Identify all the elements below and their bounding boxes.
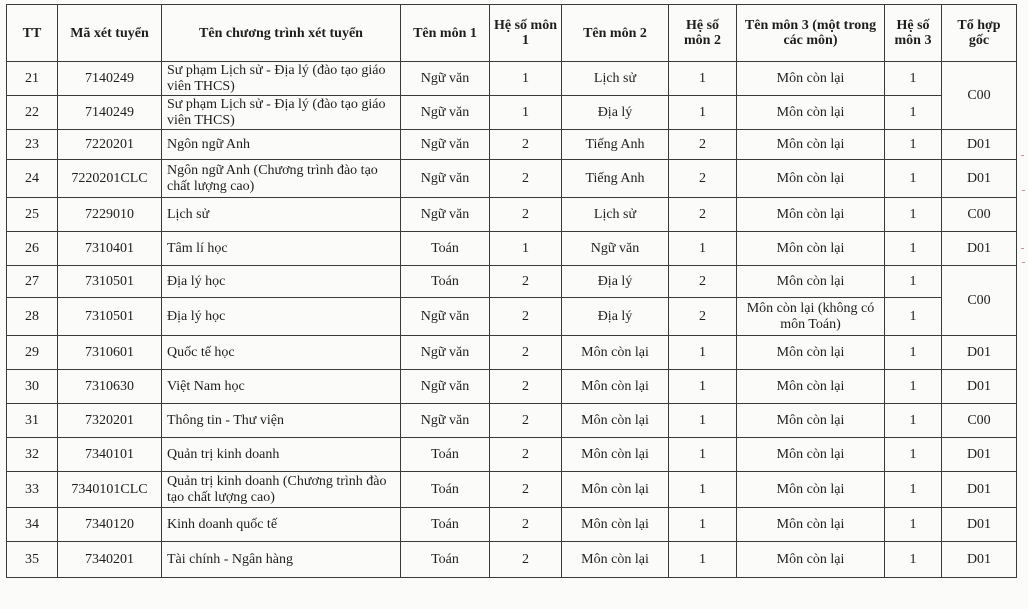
- cell-subject-3: Môn còn lại: [737, 404, 885, 438]
- cell-tt: 24: [7, 160, 58, 198]
- cell-subject-3: Môn còn lại: [737, 336, 885, 370]
- cell-subject-1: Toán: [401, 508, 490, 542]
- cell-subject-1: Ngữ văn: [401, 160, 490, 198]
- cell-subject-3: Môn còn lại: [737, 508, 885, 542]
- cell-combination: C00: [942, 62, 1017, 130]
- cell-tt: 27: [7, 266, 58, 298]
- table-body: [7, 62, 1017, 578]
- cell-coef-3: 1: [885, 508, 942, 542]
- table-row: [7, 298, 1017, 336]
- cell-code: 7320201: [58, 404, 162, 438]
- cell-subject-2: Môn còn lại: [562, 404, 669, 438]
- cell-coef-1: 2: [490, 298, 562, 336]
- cell-code: 7310401: [58, 232, 162, 266]
- cell-code: 7340101CLC: [58, 472, 162, 508]
- cell-subject-3: Môn còn lại: [737, 96, 885, 130]
- cell-program: Lịch sử: [162, 198, 401, 232]
- cell-subject-2: Môn còn lại: [562, 370, 669, 404]
- header-subject-2: Tên môn 2: [562, 5, 669, 62]
- cell-program: Ngôn ngữ Anh: [162, 130, 401, 160]
- cell-code: 7220201CLC: [58, 160, 162, 198]
- cell-coef-3: 1: [885, 232, 942, 266]
- cell-coef-2: 1: [669, 336, 737, 370]
- cell-coef-1: 1: [490, 232, 562, 266]
- cell-code: 7310601: [58, 336, 162, 370]
- cell-tt: 28: [7, 298, 58, 336]
- cell-coef-3: 1: [885, 472, 942, 508]
- cell-coef-2: 2: [669, 160, 737, 198]
- cell-program: Việt Nam học: [162, 370, 401, 404]
- cell-coef-3: 1: [885, 542, 942, 578]
- cell-subject-3: Môn còn lại: [737, 198, 885, 232]
- cell-coef-1: 2: [490, 404, 562, 438]
- cell-subject-3: Môn còn lại: [737, 130, 885, 160]
- cell-tt: 25: [7, 198, 58, 232]
- cell-coef-2: 1: [669, 96, 737, 130]
- cell-coef-3: 1: [885, 130, 942, 160]
- table-row: [7, 62, 1017, 96]
- cell-subject-1: Ngữ văn: [401, 198, 490, 232]
- cell-subject-2: Tiếng Anh: [562, 130, 669, 160]
- cell-code: 7340120: [58, 508, 162, 542]
- table-row: [7, 130, 1017, 160]
- cell-coef-1: 1: [490, 96, 562, 130]
- table-header: [7, 5, 1017, 62]
- cell-coef-1: 2: [490, 542, 562, 578]
- header-subject-3: Tên môn 3 (một trong các môn): [737, 5, 885, 62]
- cell-coef-1: 2: [490, 336, 562, 370]
- cell-coef-2: 1: [669, 438, 737, 472]
- cell-subject-1: Toán: [401, 438, 490, 472]
- scan-mark: [1021, 155, 1024, 156]
- cell-combination: D01: [942, 232, 1017, 266]
- cell-subject-2: Môn còn lại: [562, 472, 669, 508]
- cell-combination: C00: [942, 266, 1017, 336]
- cell-program: Quản trị kinh doanh (Chương trình đào tạo chất lượng cao): [162, 472, 401, 508]
- cell-combination: D01: [942, 336, 1017, 370]
- table-row: [7, 96, 1017, 130]
- scan-mark: [1022, 190, 1025, 191]
- cell-coef-1: 2: [490, 438, 562, 472]
- cell-subject-1: Toán: [401, 472, 490, 508]
- scan-mark: [1021, 248, 1024, 249]
- admissions-table: [6, 4, 1017, 578]
- cell-combination: D01: [942, 472, 1017, 508]
- table-row: [7, 160, 1017, 198]
- cell-coef-1: 2: [490, 508, 562, 542]
- cell-subject-3: Môn còn lại (không có môn Toán): [737, 298, 885, 336]
- cell-program: Địa lý học: [162, 298, 401, 336]
- cell-coef-2: 1: [669, 370, 737, 404]
- header-code: Mã xét tuyển: [58, 5, 162, 62]
- cell-coef-3: 1: [885, 96, 942, 130]
- cell-subject-3: Môn còn lại: [737, 62, 885, 96]
- cell-coef-2: 1: [669, 232, 737, 266]
- cell-tt: 31: [7, 404, 58, 438]
- header-coef-3: Hệ số môn 3: [885, 5, 942, 62]
- cell-program: Thông tin - Thư viện: [162, 404, 401, 438]
- cell-program: Quốc tế học: [162, 336, 401, 370]
- cell-combination: D01: [942, 370, 1017, 404]
- header-coef-2: Hệ số môn 2: [669, 5, 737, 62]
- cell-coef-1: 2: [490, 198, 562, 232]
- cell-coef-2: 1: [669, 472, 737, 508]
- cell-code: 7220201: [58, 130, 162, 160]
- cell-coef-2: 2: [669, 266, 737, 298]
- cell-subject-1: Ngữ văn: [401, 298, 490, 336]
- cell-coef-3: 1: [885, 438, 942, 472]
- cell-code: 7310501: [58, 298, 162, 336]
- cell-coef-3: 1: [885, 62, 942, 96]
- cell-tt: 33: [7, 472, 58, 508]
- cell-tt: 29: [7, 336, 58, 370]
- cell-coef-2: 2: [669, 198, 737, 232]
- cell-code: 7229010: [58, 198, 162, 232]
- cell-subject-2: Môn còn lại: [562, 336, 669, 370]
- cell-subject-2: Môn còn lại: [562, 542, 669, 578]
- cell-code: 7340201: [58, 542, 162, 578]
- cell-subject-1: Toán: [401, 232, 490, 266]
- table-row: [7, 266, 1017, 298]
- cell-coef-2: 1: [669, 542, 737, 578]
- cell-subject-1: Ngữ văn: [401, 96, 490, 130]
- cell-tt: 32: [7, 438, 58, 472]
- cell-coef-1: 2: [490, 472, 562, 508]
- cell-subject-2: Môn còn lại: [562, 508, 669, 542]
- table-row: [7, 336, 1017, 370]
- cell-subject-3: Môn còn lại: [737, 542, 885, 578]
- cell-coef-3: 1: [885, 198, 942, 232]
- cell-coef-2: 1: [669, 62, 737, 96]
- cell-coef-3: 1: [885, 298, 942, 336]
- cell-subject-3: Môn còn lại: [737, 266, 885, 298]
- cell-program: Quản trị kinh doanh: [162, 438, 401, 472]
- cell-subject-2: Lịch sử: [562, 198, 669, 232]
- table-row: [7, 404, 1017, 438]
- header-program: Tên chương trình xét tuyển: [162, 5, 401, 62]
- cell-subject-2: Tiếng Anh: [562, 160, 669, 198]
- header-row: [7, 5, 1017, 62]
- cell-combination: D01: [942, 438, 1017, 472]
- cell-subject-1: Ngữ văn: [401, 130, 490, 160]
- table-row: [7, 472, 1017, 508]
- cell-code: 7140249: [58, 62, 162, 96]
- cell-subject-2: Ngữ văn: [562, 232, 669, 266]
- cell-coef-3: 1: [885, 160, 942, 198]
- cell-coef-3: 1: [885, 370, 942, 404]
- cell-coef-1: 2: [490, 266, 562, 298]
- cell-subject-1: Toán: [401, 266, 490, 298]
- cell-coef-1: 1: [490, 62, 562, 96]
- table-row: [7, 508, 1017, 542]
- cell-combination: C00: [942, 198, 1017, 232]
- cell-subject-2: Môn còn lại: [562, 438, 669, 472]
- cell-coef-3: 1: [885, 404, 942, 438]
- cell-code: 7140249: [58, 96, 162, 130]
- cell-combination: D01: [942, 160, 1017, 198]
- cell-subject-2: Địa lý: [562, 96, 669, 130]
- cell-subject-1: Ngữ văn: [401, 62, 490, 96]
- cell-tt: 21: [7, 62, 58, 96]
- cell-tt: 34: [7, 508, 58, 542]
- cell-coef-1: 2: [490, 160, 562, 198]
- cell-tt: 30: [7, 370, 58, 404]
- cell-program: Kinh doanh quốc tế: [162, 508, 401, 542]
- cell-program: Tâm lí học: [162, 232, 401, 266]
- cell-code: 7310630: [58, 370, 162, 404]
- cell-subject-3: Môn còn lại: [737, 472, 885, 508]
- header-combination: Tổ hợp gốc: [942, 5, 1017, 62]
- cell-coef-3: 1: [885, 336, 942, 370]
- cell-subject-2: Địa lý: [562, 298, 669, 336]
- cell-coef-2: 2: [669, 130, 737, 160]
- cell-code: 7340101: [58, 438, 162, 472]
- cell-tt: 26: [7, 232, 58, 266]
- cell-tt: 23: [7, 130, 58, 160]
- cell-coef-2: 2: [669, 298, 737, 336]
- table-row: [7, 542, 1017, 578]
- cell-subject-1: Ngữ văn: [401, 404, 490, 438]
- header-coef-1: Hệ số môn 1: [490, 5, 562, 62]
- cell-coef-2: 1: [669, 404, 737, 438]
- cell-subject-3: Môn còn lại: [737, 232, 885, 266]
- table-row: [7, 438, 1017, 472]
- cell-subject-2: Địa lý: [562, 266, 669, 298]
- header-subject-1: Tên môn 1: [401, 5, 490, 62]
- cell-coef-1: 2: [490, 130, 562, 160]
- cell-tt: 35: [7, 542, 58, 578]
- table-row: [7, 232, 1017, 266]
- cell-combination: D01: [942, 508, 1017, 542]
- cell-subject-1: Ngữ văn: [401, 370, 490, 404]
- cell-combination: C00: [942, 404, 1017, 438]
- cell-subject-2: Lịch sử: [562, 62, 669, 96]
- cell-combination: D01: [942, 542, 1017, 578]
- cell-subject-1: Toán: [401, 542, 490, 578]
- cell-tt: 22: [7, 96, 58, 130]
- cell-coef-2: 1: [669, 508, 737, 542]
- cell-program: Tài chính - Ngân hàng: [162, 542, 401, 578]
- cell-subject-3: Môn còn lại: [737, 438, 885, 472]
- cell-subject-3: Môn còn lại: [737, 160, 885, 198]
- table-row: [7, 198, 1017, 232]
- cell-code: 7310501: [58, 266, 162, 298]
- cell-subject-3: Môn còn lại: [737, 370, 885, 404]
- cell-program: Địa lý học: [162, 266, 401, 298]
- cell-coef-3: 1: [885, 266, 942, 298]
- cell-program: Sư phạm Lịch sử - Địa lý (đào tạo giáo viên THCS): [162, 96, 401, 130]
- cell-combination: D01: [942, 130, 1017, 160]
- table-row: [7, 370, 1017, 404]
- cell-program: Sư phạm Lịch sử - Địa lý (đào tạo giáo viên THCS): [162, 62, 401, 96]
- cell-program: Ngôn ngữ Anh (Chương trình đào tạo chất lượng cao): [162, 160, 401, 198]
- cell-subject-1: Ngữ văn: [401, 336, 490, 370]
- header-tt: TT: [7, 5, 58, 62]
- scan-mark: [1022, 262, 1025, 263]
- cell-coef-1: 2: [490, 370, 562, 404]
